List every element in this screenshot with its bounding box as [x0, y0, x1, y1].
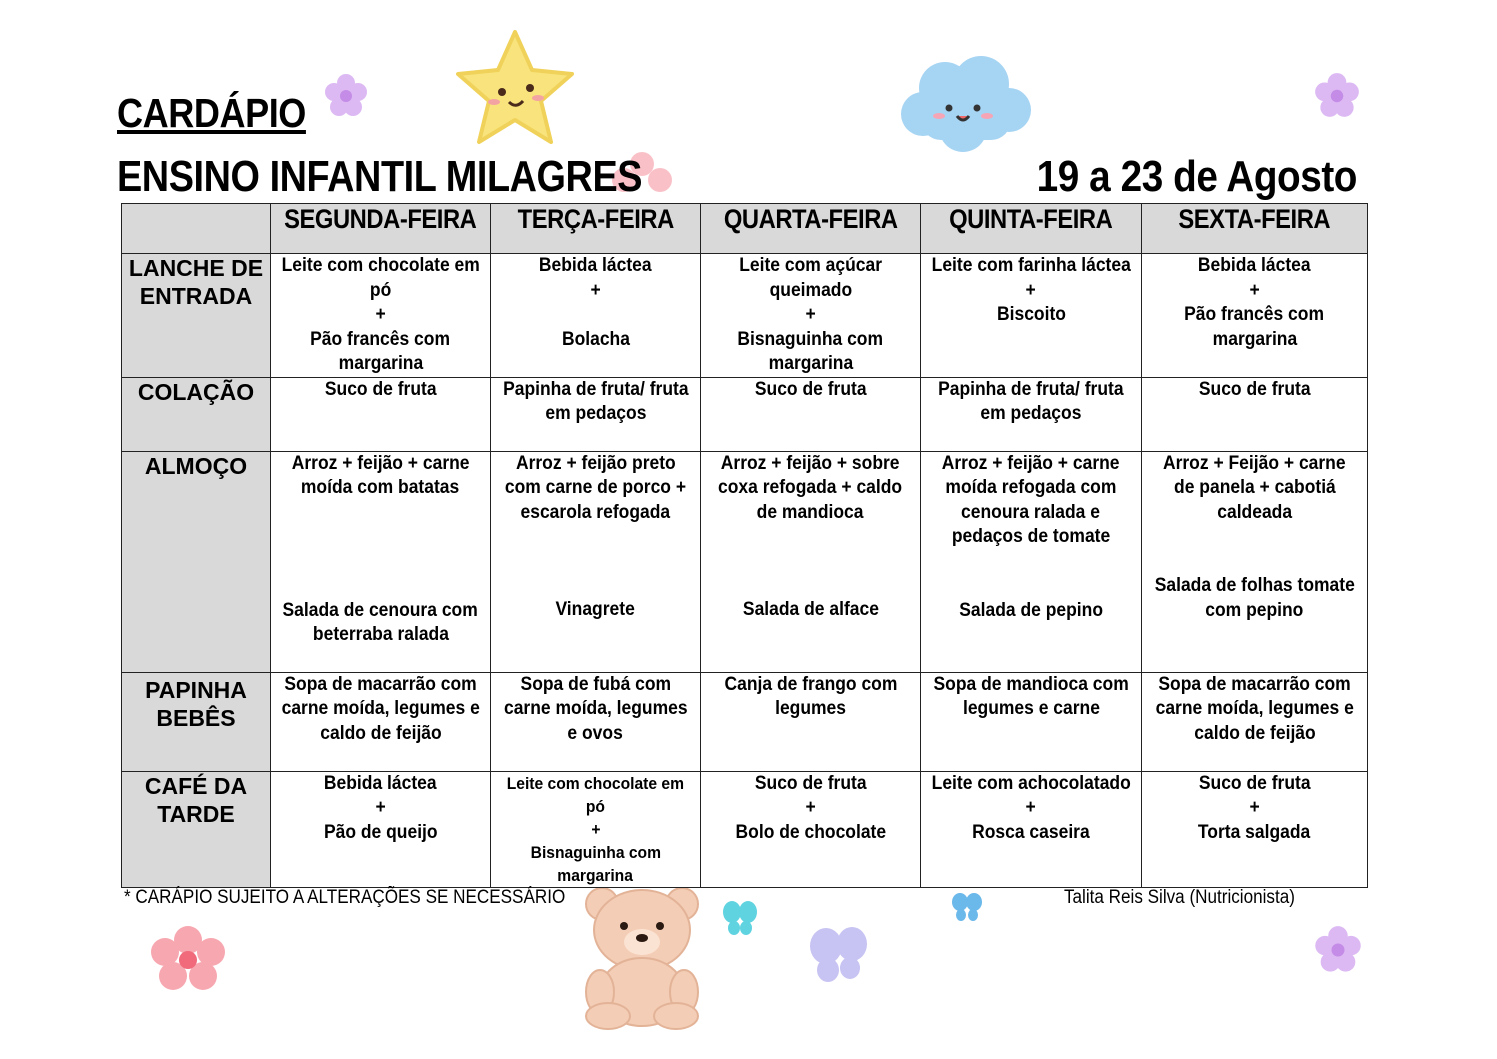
- page-title: CARDÁPIO: [117, 90, 306, 136]
- meal-label-colacao: COLAÇÃO: [122, 377, 271, 451]
- menu-cell-cafe-monday: Bebida láctea + Pão de queijo: [271, 771, 491, 887]
- day-header-monday: SEGUNDA-FEIRA: [271, 204, 491, 254]
- table-row: [122, 451, 1368, 672]
- school-name: ENSINO INFANTIL MILAGRES: [117, 152, 643, 201]
- table-row: [122, 771, 1368, 887]
- day-header-wednesday: QUARTA-FEIRA: [701, 204, 921, 254]
- menu-cell-cafe-wednesday: Suco de fruta + Bolo de chocolate: [701, 771, 921, 887]
- flower-icon: [322, 72, 370, 120]
- nutritionist-credit: Talita Reis Silva (Nutricionista): [1064, 887, 1295, 908]
- menu-cell-cafe-tuesday: Leite com chocolate em pó + Bisnaguinha com margarina: [491, 771, 701, 887]
- meal-label-papinha: PAPINHA BEBÊS: [122, 672, 271, 771]
- star-icon: [452, 26, 578, 152]
- menu-cell-papinha-thursday: Sopa de mandioca com legumes e carne: [921, 672, 1142, 771]
- menu-cell-colacao-tuesday: Papinha de fruta/ fruta em pedaços: [491, 377, 701, 451]
- menu-cell-almoco-monday: Arroz + feijão + carne moída com batatas Salada de cenoura com beterraba ralada: [271, 451, 491, 672]
- menu-cell-lanche-friday: Bebida láctea + Pão francês com margarina: [1142, 254, 1368, 378]
- meal-label-cafe: CAFÉ DA TARDE: [122, 771, 271, 887]
- day-header-tuesday: TERÇA-FEIRA: [491, 204, 701, 254]
- butterfly-icon: [806, 924, 872, 986]
- table-row: [122, 672, 1368, 771]
- butterfly-icon: [950, 892, 984, 922]
- menu-table: [121, 203, 1368, 888]
- menu-cell-lanche-tuesday: Bebida láctea + Bolacha: [491, 254, 701, 378]
- menu-cell-lanche-wednesday: Leite com açúcar queimado + Bisnaguinha com margarina: [701, 254, 921, 378]
- meal-label-lanche: LANCHE DE ENTRADA: [122, 254, 271, 378]
- menu-cell-colacao-monday: Suco de fruta: [271, 377, 491, 451]
- meal-label-almoco: ALMOÇO: [122, 451, 271, 672]
- header-corner: [122, 204, 271, 254]
- table-row: [122, 254, 1368, 378]
- flower-icon: [1311, 924, 1365, 976]
- menu-cell-colacao-thursday: Papinha de fruta/ fruta em pedaços: [921, 377, 1142, 451]
- flower-icon: [1312, 71, 1362, 121]
- teddy-bear-icon: [572, 884, 712, 1030]
- menu-cell-papinha-tuesday: Sopa de fubá com carne moída, legumes e ovos: [491, 672, 701, 771]
- menu-cell-almoco-thursday: Arroz + feijão + carne moída refogada com cenoura ralada e pedaços de tomate Salada de pepino: [921, 451, 1142, 672]
- menu-cell-papinha-friday: Sopa de macarrão com carne moída, legumes e caldo de feijão: [1142, 672, 1368, 771]
- table-header-row: [122, 204, 1368, 254]
- date-range: 19 a 23 de Agosto: [1036, 152, 1357, 201]
- menu-cell-papinha-wednesday: Canja de frango com legumes: [701, 672, 921, 771]
- menu-cell-colacao-wednesday: Suco de fruta: [701, 377, 921, 451]
- flower-icon: [145, 924, 231, 994]
- disclaimer-note: * CARÁPIO SUJEITO A ALTERAÇÕES SE NECESSÁRIO: [124, 887, 566, 908]
- day-header-thursday: QUINTA-FEIRA: [921, 204, 1142, 254]
- menu-cell-papinha-monday: Sopa de macarrão com carne moída, legumes e caldo de feijão: [271, 672, 491, 771]
- menu-cell-almoco-wednesday: Arroz + feijão + sobre coxa refogada + caldo de mandioca Salada de alface: [701, 451, 921, 672]
- menu-cell-cafe-friday: Suco de fruta + Torta salgada: [1142, 771, 1368, 887]
- menu-cell-almoco-tuesday: Arroz + feijão preto com carne de porco + escarola refogada Vinagrete: [491, 451, 701, 672]
- butterfly-icon: [720, 898, 760, 938]
- menu-cell-almoco-friday: Arroz + Feijão + carne de panela + cabotiá caldeada Salada de folhas tomate com pepino: [1142, 451, 1368, 672]
- cloud-icon: [897, 52, 1033, 154]
- menu-cell-lanche-thursday: Leite com farinha láctea + Biscoito: [921, 254, 1142, 378]
- day-header-friday: SEXTA-FEIRA: [1142, 204, 1368, 254]
- table-row: [122, 377, 1368, 451]
- menu-cell-cafe-thursday: Leite com achocolatado + Rosca caseira: [921, 771, 1142, 887]
- menu-cell-colacao-friday: Suco de fruta: [1142, 377, 1368, 451]
- menu-cell-lanche-monday: Leite com chocolate em pó + Pão francês com margarina: [271, 254, 491, 378]
